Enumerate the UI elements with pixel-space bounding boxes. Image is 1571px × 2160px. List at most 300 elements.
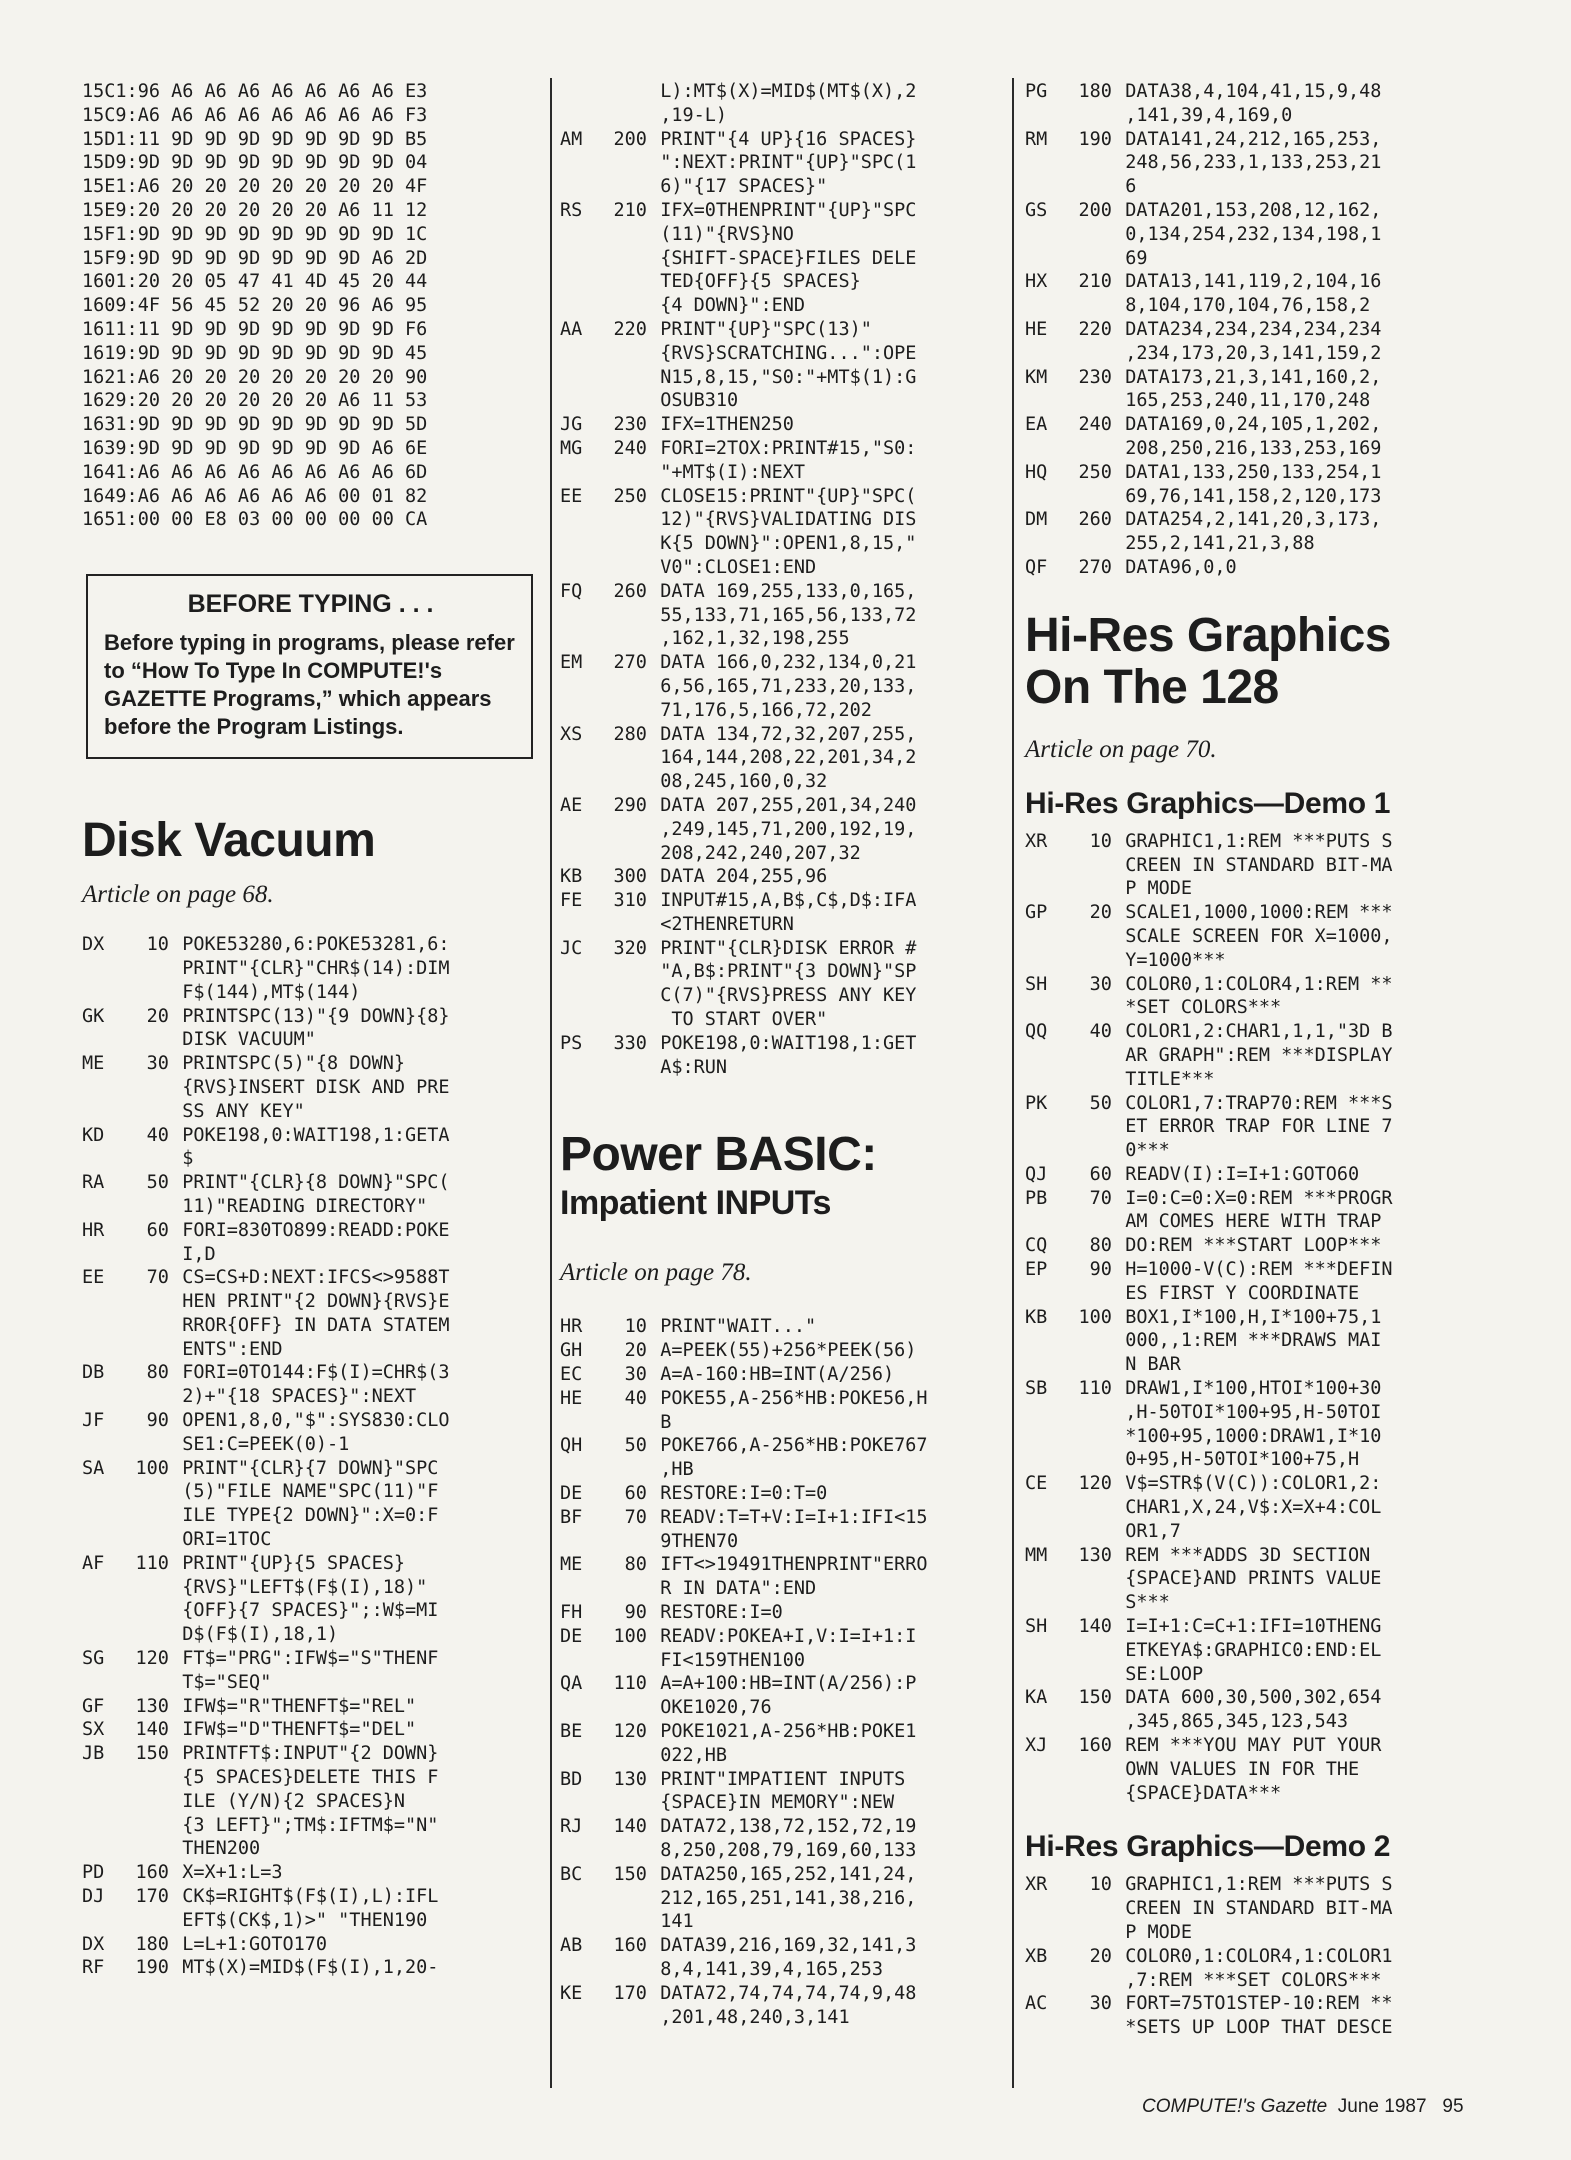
line-number: 100	[135, 1457, 169, 1479]
code-text: DATA 166,0,232,134,0,21 6,56,165,71,233,20,133, 71,176,5,166,72,202	[660, 652, 917, 721]
code-line	[1025, 1377, 1495, 1472]
code-text: RESTORE:I=0:T=0	[660, 1483, 828, 1505]
code-text: PRINT"{CLR}{7 DOWN}"SPC (5)"FILE NAME"SPC(11)"F ILE TYPE{2 DOWN}":X=0:F ORI=1TOC	[182, 1457, 439, 1551]
code-text: PRINT"WAIT..."	[660, 1316, 817, 1338]
disk-vacuum-title: Disk Vacuum	[82, 814, 376, 868]
checksum-code: AM	[560, 128, 583, 150]
code-line	[560, 723, 1000, 794]
line-number: 200	[613, 128, 647, 150]
code-text: POKE53280,6:POKE53281,6: PRINT"{CLR}"CHR$(14):DIM F$(144),MT$(144)	[182, 934, 450, 1003]
code-text: FT$="PRG":IFW$="S"THENF T$="SEQ"	[182, 1648, 439, 1693]
code-text: FORI=0TO144:F$(I)=CHR$(3 2)+"{18 SPACES}":NEXT	[182, 1362, 450, 1408]
code-line	[82, 1933, 537, 1957]
line-number: 10	[1089, 830, 1112, 852]
checksum-code: DE	[560, 1483, 583, 1505]
checksum-code: AE	[560, 794, 583, 816]
checksum-code: KE	[560, 1982, 583, 2004]
line-number: 280	[613, 723, 647, 745]
checksum-code: QJ	[1025, 1163, 1048, 1185]
line-number: 90	[624, 1602, 647, 1624]
code-text: COLOR1,2:CHAR1,1,1,"3D B AR GRAPH":REM ***DISPLAY TITLE***	[1125, 1021, 1393, 1090]
checksum-code: JB	[82, 1743, 105, 1765]
line-number: 170	[613, 1982, 647, 2004]
line-number: 180	[1078, 81, 1112, 102]
line-number: 110	[135, 1552, 169, 1574]
code-text: DATA72,74,74,74,74,9,48 ,201,48,240,3,141	[660, 1982, 917, 2028]
code-line	[1025, 366, 1495, 414]
line-number: 70	[1089, 1187, 1112, 1209]
code-text: DATA 169,255,133,0,165, 55,133,71,165,56,133,72 ,162,1,32,198,255	[660, 580, 917, 650]
code-text: DATA254,2,141,20,3,173, 255,2,141,21,3,88	[1125, 509, 1382, 555]
line-number: 180	[135, 1933, 169, 1955]
code-line	[560, 1482, 1000, 1506]
code-line	[82, 1457, 537, 1552]
hex-row: 1639:9D 9D 9D 9D 9D 9D 9D A6 6E	[82, 437, 428, 459]
code-line	[560, 437, 1000, 485]
before-typing-heading: BEFORE TYPING . . .	[187, 590, 434, 619]
checksum-code: CQ	[1025, 1235, 1048, 1257]
checksum-code: SX	[82, 1719, 105, 1741]
checksum-code: PB	[1025, 1187, 1048, 1209]
line-number: 210	[1078, 271, 1112, 293]
line-number: 290	[613, 794, 647, 816]
code-line	[82, 1219, 537, 1267]
checksum-code: EC	[560, 1364, 583, 1386]
code-line	[1025, 1187, 1495, 1235]
line-number: 200	[1078, 199, 1112, 221]
checksum-code: QA	[560, 1673, 583, 1695]
code-line	[560, 1815, 1000, 1863]
checksum-code: MM	[1025, 1544, 1048, 1566]
code-line	[560, 80, 1000, 128]
code-text: DATA 134,72,32,207,255, 164,144,208,22,201,34,2 08,245,160,0,32	[660, 723, 917, 793]
line-number: 50	[624, 1435, 647, 1457]
before-typing-body: Before typing in programs, please refer to “How To Type In COMPUTE!'s GAZETTE Programs,” which appears before the Program Listings.	[104, 630, 515, 740]
hex-row: 15D1:11 9D 9D 9D 9D 9D 9D 9D B5	[82, 128, 428, 150]
line-number: 80	[146, 1362, 169, 1384]
line-number: 150	[1078, 1687, 1112, 1709]
code-line	[82, 1956, 537, 1980]
code-text: IFX=1THEN250	[660, 414, 794, 436]
code-text: REM ***ADDS 3D SECTION {SPACE}AND PRINTS VALUE S***	[1125, 1544, 1382, 1614]
hex-row: 15E9:20 20 20 20 20 20 A6 11 12	[82, 199, 428, 221]
line-number: 160	[1078, 1735, 1112, 1757]
line-number: 40	[1089, 1021, 1112, 1043]
hex-row: 15F9:9D 9D 9D 9D 9D 9D 9D A6 2D	[82, 247, 428, 269]
checksum-code: HX	[1025, 271, 1048, 293]
hires-title: Hi-Res Graphics On The 128	[1025, 608, 1391, 714]
code-line	[1025, 1092, 1495, 1163]
checksum-code: EE	[82, 1267, 105, 1289]
checksum-code: AA	[560, 318, 583, 340]
code-text: IFW$="R"THENFT$="REL"	[182, 1695, 417, 1717]
footer-date: June 1987	[1337, 2096, 1427, 2117]
line-number: 20	[1089, 902, 1112, 924]
code-text: H=1000-V(C):REM ***DEFIN ES FIRST Y COORDINATE	[1125, 1259, 1393, 1304]
code-text: L=L+1:GOTO170	[182, 1933, 328, 1955]
code-line	[1025, 1615, 1495, 1686]
code-line	[560, 1934, 1000, 1982]
checksum-code: XR	[1025, 830, 1048, 852]
checksum-code: XS	[560, 723, 583, 745]
code-line	[82, 1647, 537, 1695]
checksum-code: BF	[560, 1506, 583, 1528]
checksum-code: GH	[560, 1340, 583, 1362]
column-3	[1025, 80, 1495, 2040]
code-line	[1025, 1544, 1495, 1615]
checksum-code: HE	[1025, 318, 1048, 340]
hires-demo2-title: Hi-Res Graphics—Demo 2	[1025, 1830, 1391, 1864]
code-line	[560, 1601, 1000, 1625]
code-text: IFT<>19491THENPRINT"ERRO R IN DATA":END	[660, 1554, 928, 1600]
hires-demo1-title: Hi-Res Graphics—Demo 1	[1025, 786, 1391, 820]
code-line	[560, 1434, 1000, 1482]
page-footer	[1142, 2096, 1464, 2118]
checksum-code: PS	[560, 1032, 583, 1054]
checksum-code: HQ	[1025, 461, 1048, 483]
code-text: I=I+1:C=C+1:IFI=10THENG ETKEYA$:GRAPHIC0:END:EL SE:LOOP	[1125, 1616, 1382, 1685]
power-basic-listing-continued	[1025, 80, 1495, 580]
code-line	[1025, 1306, 1495, 1377]
code-text: POKE55,A-256*HB:POKE56,H B	[660, 1387, 928, 1433]
line-number: 190	[1078, 128, 1112, 150]
hex-row: 15F1:9D 9D 9D 9D 9D 9D 9D 9D 1C	[82, 223, 428, 245]
code-line	[560, 1625, 1000, 1673]
code-text: FORI=830TO899:READD:POKE I,D	[182, 1219, 450, 1265]
hex-row: 1609:4F 56 45 52 20 20 96 A6 95	[82, 295, 428, 317]
code-line	[82, 1052, 537, 1123]
code-text: IFW$="D"THENFT$="DEL"	[182, 1719, 417, 1741]
code-line	[1025, 830, 1495, 901]
checksum-code: RF	[82, 1957, 105, 1979]
checksum-code: FE	[560, 890, 583, 912]
code-text: DATA 204,255,96	[660, 866, 828, 888]
code-line	[1025, 413, 1495, 461]
checksum-code	[560, 80, 596, 128]
checksum-code: AC	[1025, 1993, 1048, 2015]
power-basic-article-ref: Article on page 78.	[560, 1259, 752, 1287]
line-number: 20	[624, 1340, 647, 1362]
line-number: 260	[613, 580, 647, 602]
code-text: PRINT"{UP}"SPC(13)" {RVS}SCRATCHING...":OPE N15,8,15,"S0:"+MT$(1):G OSUB310	[660, 318, 917, 412]
hex-row: 1631:9D 9D 9D 9D 9D 9D 9D 9D 5D	[82, 414, 428, 436]
checksum-code: SB	[1025, 1378, 1048, 1400]
line-number: 250	[1078, 461, 1112, 483]
code-text: V$=STR$(V(C)):COLOR1,2: CHAR1,X,24,V$:X=X+4:COL OR1,7	[1125, 1473, 1382, 1542]
checksum-code: SH	[1025, 973, 1048, 995]
line-number: 120	[1078, 1473, 1112, 1495]
code-text: DO:REM ***START LOOP***	[1125, 1235, 1382, 1257]
hex-row: 1649:A6 A6 A6 A6 A6 A6 00 01 82	[82, 485, 428, 507]
line-number: 230	[1078, 366, 1112, 388]
disk-vacuum-listing	[82, 933, 537, 1980]
line-number: 210	[613, 199, 647, 221]
checksum-code: GS	[1025, 199, 1048, 221]
line-number: 80	[624, 1554, 647, 1576]
line-number: 30	[624, 1364, 647, 1386]
line-number: 260	[1078, 509, 1112, 531]
code-text: POKE1021,A-256*HB:POKE1 022,HB	[660, 1721, 917, 1766]
line-number: 10	[146, 934, 169, 956]
code-text: FORI=2TOX:PRINT#15,"S0: "+MT$(I):NEXT	[660, 437, 917, 483]
checksum-code: XR	[1025, 1874, 1048, 1896]
code-line	[560, 128, 1000, 199]
line-number: 90	[1089, 1259, 1112, 1281]
disk-vacuum-article-ref: Article on page 68.	[82, 881, 274, 909]
code-line	[82, 1718, 537, 1742]
code-line	[560, 1672, 1000, 1720]
line-number: 40	[146, 1124, 169, 1146]
code-text: READV:T=T+V:I=I+1:IFI<15 9THEN70	[660, 1506, 928, 1552]
line-number: 50	[1089, 1092, 1112, 1114]
code-text: GRAPHIC1,1:REM ***PUTS S CREEN IN STANDARD BIT-MA P MODE	[1125, 830, 1393, 900]
hex-row: 1601:20 20 05 47 41 4D 45 20 44	[82, 271, 428, 293]
checksum-code: HR	[82, 1219, 105, 1241]
line-number: 230	[613, 414, 647, 436]
code-text: READV(I):I=I+1:GOTO60	[1125, 1163, 1360, 1185]
code-text: X=X+1:L=3	[182, 1862, 283, 1884]
code-line	[560, 937, 1000, 1032]
code-text: CK$=RIGHT$(F$(I),L):IFL EFT$(CK$,1)>" "THEN190	[182, 1886, 439, 1931]
line-number: 130	[1078, 1544, 1112, 1566]
code-line	[1025, 1020, 1495, 1091]
line-number: 270	[613, 652, 647, 674]
code-text: DATA141,24,212,165,253, 248,56,233,1,133,253,21 6	[1125, 128, 1382, 198]
column-1	[82, 80, 537, 1980]
code-line	[1025, 901, 1495, 972]
code-text: PRINT"{UP}{5 SPACES} {RVS}"LEFT$(F$(I),18)" {OFF}{7 SPACES}";:W$=MI D$(F$(I),18,1)	[182, 1552, 439, 1646]
hex-row: 15C1:96 A6 A6 A6 A6 A6 A6 A6 E3	[82, 81, 428, 102]
code-text: COLOR0,1:COLOR4,1:COLOR1 ,7:REM ***SET COLORS***	[1125, 1945, 1393, 1991]
code-line	[82, 1885, 537, 1933]
line-number: 140	[135, 1719, 169, 1741]
code-text: FORT=75TO1STEP-10:REM ** *SETS UP LOOP THAT DESCE	[1125, 1993, 1393, 2039]
code-line	[82, 1124, 537, 1172]
code-text: L):MT$(X)=MID$(MT$(X),2 ,19-L)	[660, 81, 917, 126]
hex-row: 1621:A6 20 20 20 20 20 20 20 90	[82, 366, 428, 388]
code-text: A=A+100:HB=INT(A/256):P OKE1020,76	[660, 1673, 917, 1719]
column-rule-2	[1012, 78, 1014, 2088]
checksum-code: AF	[82, 1552, 105, 1574]
line-number: 160	[613, 1935, 647, 1957]
code-text: A=PEEK(55)+256*PEEK(56)	[660, 1340, 917, 1362]
checksum-code: MG	[560, 437, 583, 459]
checksum-code: RS	[560, 199, 583, 221]
code-text: POKE198,0:WAIT198,1:GET A$:RUN	[660, 1032, 917, 1078]
checksum-code: BE	[560, 1721, 583, 1743]
code-text: PRINTSPC(5)"{8 DOWN} {RVS}INSERT DISK AND PRE SS ANY KEY"	[182, 1053, 450, 1122]
line-number: 300	[613, 866, 647, 888]
checksum-code: QH	[560, 1435, 583, 1457]
line-number: 80	[1089, 1235, 1112, 1257]
hex-row: 1611:11 9D 9D 9D 9D 9D 9D 9D F6	[82, 318, 428, 340]
code-line	[1025, 973, 1495, 1021]
code-line	[1025, 80, 1495, 128]
code-text: POKE766,A-256*HB:POKE767 ,HB	[660, 1435, 928, 1481]
checksum-code: SA	[82, 1457, 105, 1479]
line-number: 60	[146, 1219, 169, 1241]
code-line	[82, 1552, 537, 1647]
checksum-code: JF	[82, 1410, 105, 1432]
code-text: DATA72,138,72,152,72,19 8,250,208,79,169,60,133	[660, 1816, 917, 1861]
code-line	[82, 1861, 537, 1885]
code-text: SCALE1,1000,1000:REM *** SCALE SCREEN FOR X=1000, Y=1000***	[1125, 902, 1393, 971]
code-line	[1025, 461, 1495, 509]
code-line	[82, 1171, 537, 1219]
code-text: DATA1,133,250,133,254,1 69,76,141,158,2,120,173	[1125, 461, 1382, 507]
line-number: 160	[135, 1862, 169, 1884]
checksum-code: DB	[82, 1362, 105, 1384]
hex-row: 1629:20 20 20 20 20 20 A6 11 53	[82, 390, 428, 412]
line-number: 220	[1078, 318, 1112, 340]
line-number: 310	[613, 890, 647, 912]
code-text: DATA38,4,104,41,15,9,48 ,141,39,4,169,0	[1125, 81, 1382, 126]
line-number: 30	[1089, 1993, 1112, 2015]
code-text: DATA96,0,0	[1125, 556, 1237, 578]
checksum-code: DX	[82, 934, 105, 956]
hires-article-ref: Article on page 70.	[1025, 735, 1217, 763]
code-line	[82, 1742, 537, 1861]
line-number: 150	[613, 1863, 647, 1885]
line-number: 250	[613, 485, 647, 507]
column-2	[560, 80, 1000, 2029]
hires-demo1-listing	[1025, 830, 1495, 1806]
code-line	[560, 1032, 1000, 1080]
code-line	[1025, 128, 1495, 199]
checksum-code: PD	[82, 1862, 105, 1884]
code-text: POKE198,0:WAIT198,1:GETA $	[182, 1124, 450, 1170]
line-number: 30	[146, 1053, 169, 1075]
footer-page-number: 95	[1442, 2096, 1464, 2117]
hex-row: 1641:A6 A6 A6 A6 A6 A6 A6 A6 6D	[82, 461, 428, 483]
line-number: 20	[1089, 1945, 1112, 1967]
code-line	[560, 1553, 1000, 1601]
hex-row: 1619:9D 9D 9D 9D 9D 9D 9D 9D 45	[82, 342, 428, 364]
line-number: 70	[624, 1506, 647, 1528]
code-text: MT$(X)=MID$(F$(I),1,20-	[182, 1957, 439, 1979]
power-basic-listing	[560, 1315, 1000, 2029]
code-text: READV:POKEA+I,V:I=I+1:I FI<159THEN100	[660, 1625, 917, 1671]
code-line	[1025, 318, 1495, 366]
checksum-code: JG	[560, 414, 583, 436]
checksum-code: BD	[560, 1768, 583, 1790]
checksum-code: HR	[560, 1316, 583, 1338]
code-line	[560, 1315, 1000, 1339]
code-line	[1025, 1873, 1495, 1944]
checksum-code: FQ	[560, 580, 583, 602]
checksum-code: CE	[1025, 1473, 1048, 1495]
code-line	[1025, 1734, 1495, 1805]
code-line	[1025, 1472, 1495, 1543]
code-line	[1025, 199, 1495, 270]
checksum-code: KD	[82, 1124, 105, 1146]
code-line	[560, 199, 1000, 318]
code-line	[560, 1339, 1000, 1363]
code-text: DATA 207,255,201,34,240 ,249,145,71,200,192,19, 208,242,240,207,32	[660, 794, 917, 864]
code-text: DRAW1,I*100,HTOI*100+30 ,H-50TOI*100+95,H-50TOI *100+95,1000:DRAW1,I*10 0+95,H-50TOI*100+75,H	[1125, 1378, 1382, 1471]
checksum-code: GF	[82, 1695, 105, 1717]
hex-row: 15C9:A6 A6 A6 A6 A6 A6 A6 A6 F3	[82, 104, 428, 126]
line-number: 40	[624, 1387, 647, 1409]
checksum-code: EE	[560, 485, 583, 507]
line-number: 240	[1078, 414, 1112, 436]
line-number: 100	[613, 1625, 647, 1647]
code-line	[1025, 270, 1495, 318]
column-rule-1	[550, 78, 552, 2088]
checksum-code: RJ	[560, 1816, 583, 1838]
line-number: 20	[146, 1005, 169, 1027]
code-text: PRINT"{CLR}{8 DOWN}"SPC( 11)"READING DIRECTORY"	[182, 1172, 450, 1217]
line-number: 140	[1078, 1616, 1112, 1638]
code-text: DATA201,153,208,12,162, 0,134,254,232,134,198,1 69	[1125, 199, 1382, 269]
checksum-code: BC	[560, 1863, 583, 1885]
hex-row: 1651:00 00 E8 03 00 00 00 00 CA	[82, 509, 428, 531]
code-line	[82, 1695, 537, 1719]
checksum-code: ME	[560, 1554, 583, 1576]
code-text: DATA39,216,169,32,141,3 8,4,141,39,4,165,253	[660, 1935, 917, 1980]
code-line	[1025, 1945, 1495, 1993]
code-line	[560, 889, 1000, 937]
hires-demo2-listing	[1025, 1873, 1495, 2040]
hex-row: 15D9:9D 9D 9D 9D 9D 9D 9D 9D 04	[82, 152, 428, 174]
checksum-code: EP	[1025, 1259, 1048, 1281]
code-text: COLOR0,1:COLOR4,1:REM ** *SET COLORS***	[1125, 973, 1393, 1019]
checksum-code: ME	[82, 1053, 105, 1075]
code-line	[82, 1266, 537, 1361]
before-typing-box	[86, 574, 533, 759]
code-line	[1025, 1258, 1495, 1306]
code-text: DATA13,141,119,2,104,16 8,104,170,104,76,158,2	[1125, 271, 1382, 317]
code-line	[560, 1720, 1000, 1768]
code-line	[1025, 556, 1495, 580]
code-text: I=0:C=0:X=0:REM ***PROGR AM COMES HERE WITH TRAP	[1125, 1187, 1393, 1233]
checksum-code: KA	[1025, 1687, 1048, 1709]
line-number: 110	[1078, 1378, 1112, 1400]
code-line	[1025, 1686, 1495, 1734]
code-line	[82, 1005, 537, 1053]
checksum-code: PK	[1025, 1092, 1048, 1114]
checksum-code: DE	[560, 1625, 583, 1647]
code-line	[1025, 1163, 1495, 1187]
code-line	[560, 580, 1000, 651]
code-text: DATA250,165,252,141,24, 212,165,251,141,38,216, 141	[660, 1863, 917, 1933]
line-number: 10	[1089, 1874, 1112, 1896]
checksum-code: RM	[1025, 128, 1048, 150]
line-number: 130	[135, 1695, 169, 1717]
checksum-code: KB	[560, 866, 583, 888]
checksum-code: GK	[82, 1005, 105, 1027]
checksum-code: QQ	[1025, 1021, 1048, 1043]
checksum-code: JC	[560, 937, 583, 959]
checksum-code: SH	[1025, 1616, 1048, 1638]
code-text: RESTORE:I=0	[660, 1602, 783, 1624]
line-number: 30	[1089, 973, 1112, 995]
checksum-code: KB	[1025, 1306, 1048, 1328]
checksum-code: DM	[1025, 509, 1048, 531]
line-number: 220	[613, 318, 647, 340]
code-text: PRINT"{4 UP}{16 SPACES} ":NEXT:PRINT"{UP}"SPC(1 6)"{17 SPACES}"	[660, 128, 917, 198]
checksum-code: AB	[560, 1935, 583, 1957]
code-text: PRINTFT$:INPUT"{2 DOWN} {5 SPACES}DELETE THIS F ILE (Y/N){2 SPACES}N {3 LEFT}";TM$:IFTM$="N" THEN200	[182, 1743, 439, 1860]
line-number: 320	[613, 937, 647, 959]
checksum-code: KM	[1025, 366, 1048, 388]
code-line	[560, 485, 1000, 580]
code-text: PRINTSPC(13)"{9 DOWN}{8} DISK VACUUM"	[182, 1005, 450, 1051]
line-number: 90	[146, 1410, 169, 1432]
code-line	[560, 1363, 1000, 1387]
code-text: DATA169,0,24,105,1,202, 208,250,216,133,253,169	[1125, 414, 1382, 459]
code-text: OPEN1,8,0,"$":SYS830:CLO SE1:C=PEEK(0)-1	[182, 1410, 450, 1455]
